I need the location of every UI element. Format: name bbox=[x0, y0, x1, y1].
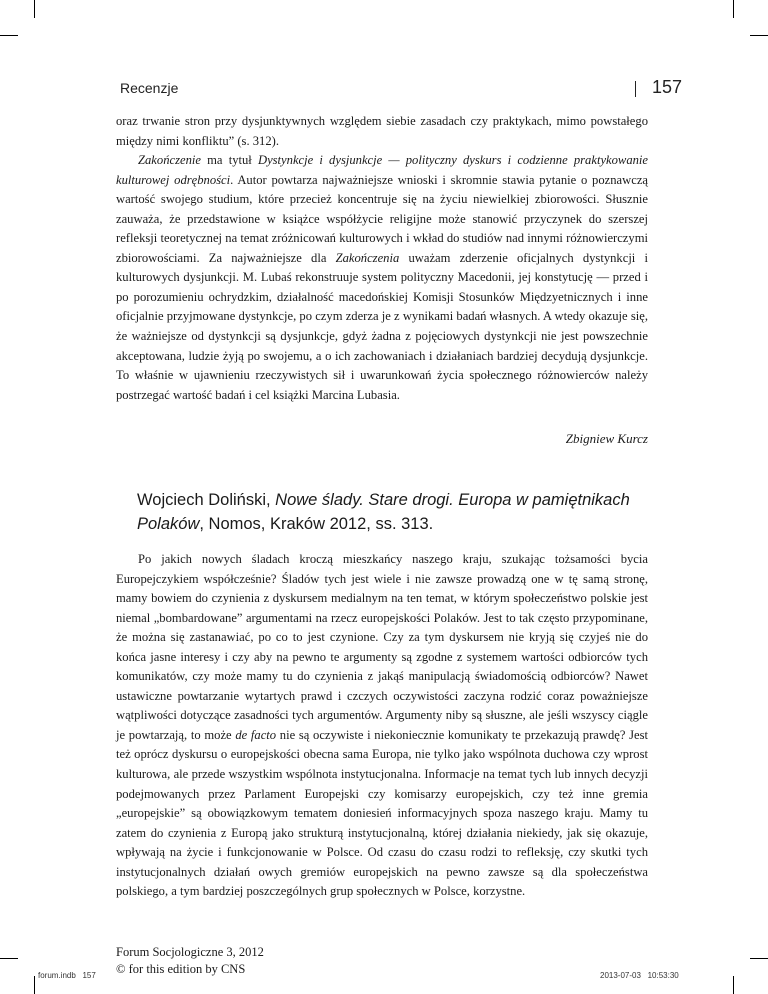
chapter-title: Dystynkcje i dysjunkcje — polityczny dyskurs i codzienne praktykowanie kulturowej odrębności bbox=[116, 153, 648, 187]
text-span: nie są oczywiste i niekoniecznie komunikaty te przekazują prawdę? Jest też oprócz dyskursu o europejskości obecna sama Europa, nie tylko jako wspólnota duchowa czy wprost kulturowa, ale przede wszystkim wspólnota instytucjonalna. Informacje na temat tych lub innych decyzji podejmowanych przez Parlament Europejski czy komisarzy europejskich, czy też inne gremia „europejskie” są obowiązkowym tematem doniesień informacyjnych spoza naszego kraju. Mamy tu zatem do czynienia z Europą jako strukturą instytucjonalną, której działania niekiedy, jak się okazuje, wpływają na życie i funkcjonowanie w Polsce. Od czasu do czasu rodzi to refleksję, czy skutki tych instytucjonalnych działań owych gremiów europejskich na pewno zawsze są dla społeczeństwa polskiego, a tym bardziej poszczególnych grup społecznych w Polsce, korzystne. bbox=[116, 727, 649, 899]
crop-mark bbox=[0, 958, 18, 959]
book-author: Wojciech Doliński, bbox=[137, 491, 276, 509]
text-span: . Autor powtarza najważniejsze wnioski i skromnie stawia pytanie o poznawczą wartość swojego studium, które przecież koncentruje się na życiu niewielkiej zbiorowości. Słusznie zauważa, że przedstawione w książce współżycie religijne może stanowić przyczynek do szerszej refleksji teoretycznej na temat zróżnicowań kulturowych i wkład do studiów nad innymi różnowierczymi zbiorowościami. Za najważniejsze dla bbox=[116, 172, 648, 265]
crop-mark bbox=[34, 0, 35, 18]
page-number: 157 bbox=[652, 77, 683, 97]
review-1-paragraph-2 bbox=[116, 151, 648, 405]
text-span: uważam zderzenie oficjalnych dystynkcji i kulturowych dysjunkcji. M. Lubaś rekonstruuje system polityczny Macedonii, jej konstytucję — przed i po porozumieniu ochrydzkim, działalność macedońskiej Komisji Stosunków Międzyetnicznych i inne oficjalnie przyjmowane dystynkcje, po czym zderza je z wynikami badań własnych. A wtedy okazuje się, że ważniejsze od dystynkcji są dysjunkcje, gdyż żadna z pojęciowych dystynkcji nie jest powszechnie akceptowana, ludzie żyją po swojemu, a o ich zachowaniach i działaniach bardziej decydują dysjunkcje. To właśnie w ujawnieniu rzeczywistych sił i uwarunkowań życia społecznego różnowierców należy postrzegać wartość badań i cel książki Marcina Lubasia. bbox=[116, 250, 648, 402]
crop-mark bbox=[0, 35, 18, 36]
header-separator bbox=[635, 81, 636, 97]
running-header-section: Recenzje bbox=[120, 80, 179, 96]
italic-term: de facto bbox=[235, 727, 277, 742]
crop-mark bbox=[733, 0, 734, 18]
copyright-notice: © for this edition by CNS bbox=[116, 962, 246, 976]
book-publisher: , Nomos, Kraków 2012, ss. 313. bbox=[199, 515, 434, 533]
book-title: Nowe ślady. Stare drogi. Europa w pamiętnikach Polaków bbox=[137, 491, 630, 533]
crop-mark bbox=[34, 976, 35, 994]
italic-term: Zakończenia bbox=[335, 250, 400, 265]
print-slug-timestamp: 2013-07-03 10:53:30 bbox=[600, 971, 679, 980]
crop-mark bbox=[750, 35, 768, 36]
reviewer-signature: Zbigniew Kurcz bbox=[565, 431, 648, 446]
italic-term: Zakończenie bbox=[138, 153, 201, 168]
journal-name: Forum Socjologiczne 3, 2012 bbox=[116, 945, 264, 959]
crop-mark bbox=[733, 976, 734, 994]
review-2-body bbox=[116, 550, 648, 902]
review-1-paragraph-1: oraz trwanie stron przy dysjunktywnych względem siebie zasadach czy praktykach, mimo powstałego między nimi konfliktu” (s. 312). bbox=[116, 114, 648, 148]
text-span: ma tytuł bbox=[200, 153, 258, 168]
review-2-paragraph-1 bbox=[116, 550, 648, 902]
page-footer bbox=[116, 944, 264, 978]
review-2-heading bbox=[137, 488, 657, 536]
print-slug-file: forum.indb 157 bbox=[38, 971, 96, 980]
review-1-body bbox=[116, 112, 648, 405]
crop-mark bbox=[750, 958, 768, 959]
text-span: Po jakich nowych śladach kroczą mieszkańcy naszego kraju, szukając tożsamości bycia Europejczykiem współcześnie? Śladów tych jest wiele i nie zawsze prowadzą one w tę samą stronę, mamy bowiem do czynienia z dyskursem medialnym na ten temat, w którym społeczeństwo polskie jest niemal „bombardowane” argumentami na rzecz europejskości Polaków. Jest to tak często przypominane, że można się zastanawiać, po co to jest czynione. Czy za tym dyskursem nie kryją się czyjeś nie do końca jasne interesy i czy aby na pewno te argumenty są zgodne z systemem wartości odbiorców tych komunikatów, czy może mamy tu do czynienia z jakąś manipulacją świadomością odbiorców? Nawet ustawiczne powtarzanie wytartych prawd i czczych oczywistości zaczyna rodzić coraz poważniejsze wątpliwości dotyczące zasadności tych argumentów. Argumenty niby są słuszne, ale jeśli wszyscy ciągle je powtarzają, to może bbox=[116, 552, 648, 742]
